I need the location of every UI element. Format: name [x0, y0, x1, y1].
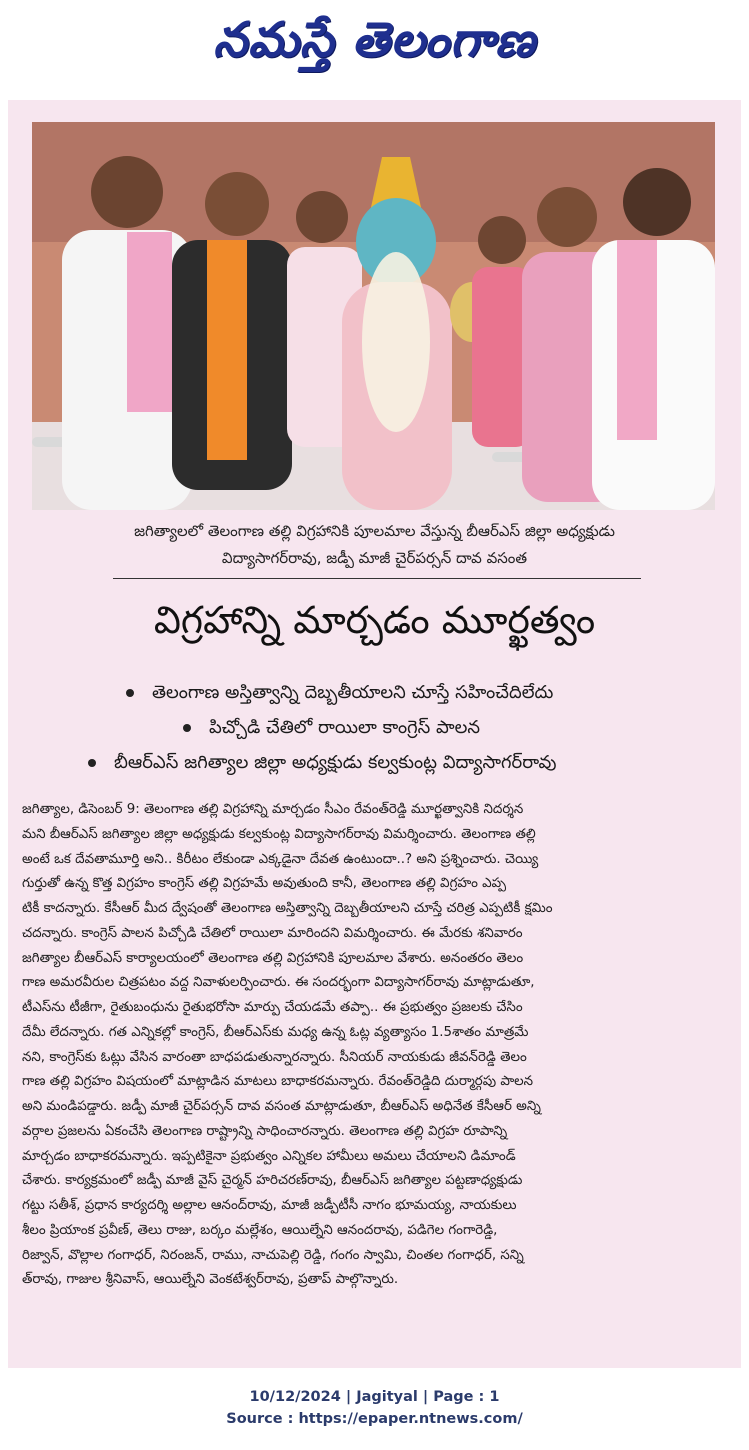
body-line: గట్టు సతీశ్, ప్రధాన కార్యదర్శి అల్లాల ఆనంద్‌రావు, మాజీ జడ్పీటీసీ నాగం భూమయ్య, నాయకులు	[22, 1198, 517, 1213]
article-body	[22, 798, 727, 1293]
bullet-text: బీఆర్ఎస్ జగిత్యాల జిల్లా అధ్యక్షుడు కల్వకుంట్ల విద్యాసాగర్‌రావు	[114, 752, 557, 773]
photo-caption	[28, 518, 721, 572]
body-line: దేమీ లేదన్నారు. గత ఎన్నికల్లో కాంగ్రెస్, బీఆర్ఎస్‌కు మధ్య ఉన్న ఓట్ల వ్యత్యాసం 1.5శాతం మాత్రమే	[22, 1024, 529, 1040]
newspaper-title: నమస్తే తెలంగాణ	[213, 12, 536, 68]
footer-source-line: Source : https://epaper.ntnews.com/	[226, 1411, 523, 1427]
summary-bullet	[68, 710, 718, 745]
body-line: గుర్తుతో ఉన్న కొత్త విగ్రహం కాంగ్రెస్ తల్లి విగ్రహమే అవుతుంది కానీ, తెలంగాణ తల్లి విగ్రహం ఎప్ప	[22, 876, 507, 892]
body-line: గాణ అమరవీరుల చిత్రపటం వద్ద నివాళులర్పించారు. ఈ సందర్భంగా విద్యాసాగర్‌రావు మాట్లాడుతూ,	[22, 975, 535, 991]
summary-bullets	[68, 675, 718, 780]
summary-bullet	[68, 745, 718, 780]
bullet-dot-icon	[126, 689, 134, 697]
body-line: గాణ తల్లి విగ్రహం విషయంలో మాట్లాడిన మాటలు బాధాకరమన్నారు. రేవంత్‌రెడ్డిది దుర్మార్గపు పాలన	[22, 1074, 534, 1090]
article-headline: విగ్రహాన్ని మార్చడం మూర్ఖత్వం	[153, 598, 596, 642]
body-line: శీలం ప్రియాంక ప్రవీణ్, తెలు రాజు, బర్కం మల్లేశం, ఆయిల్నేని ఆనందరావు, పడిగెల గంగారెడ్డి,	[22, 1222, 498, 1238]
masthead	[0, 0, 749, 92]
body-line: నని, కాంగ్రెస్‌కు ఓట్లు వేసిన వారంతా బాధపడుతున్నారన్నారు. సీనియర్ నాయకుడు జీవన్‌రెడ్డి తెలం	[22, 1049, 527, 1065]
page-footer	[0, 1386, 749, 1430]
body-line: జగిత్యాల, డిసెంబర్ 9: తెలంగాణ తల్లి విగ్రహాన్ని మార్చడం సీఎం రేవంత్‌రెడ్డి మూర్ఖత్వానికి నిదర్శన	[22, 802, 524, 817]
news-photo	[32, 122, 715, 510]
footer-date-line: 10/12/2024 | Jagityal | Page : 1	[249, 1389, 500, 1405]
body-line: మార్చడం బాధాకరమన్నారు. ఇప్పటికైనా ప్రభుత్వం ఎన్నికల హామీలు అమలు చేయాలని డిమాండ్	[22, 1148, 516, 1164]
bullet-text: తెలంగాణ అస్తిత్వాన్ని దెబ్బతీయాలని చూస్తే సహించేదిలేదు	[152, 682, 554, 703]
photo-image	[32, 122, 715, 510]
body-line: టికీ కాదన్నారు. కేసీఆర్ మీద ద్వేషంతో తెలంగాణ అస్తిత్వాన్ని దెబ్బతీయాలని చూస్తే చరిత్ర ఎప్పటికీ క్షమిం	[22, 901, 553, 916]
summary-bullet	[68, 675, 718, 710]
caption-line-2: విద్యాసాగర్‌రావు, జడ్పీ మాజీ చైర్‌పర్సన్ దావ వసంత	[221, 549, 528, 567]
news-clipping	[8, 100, 741, 1368]
bullet-text: పిచ్చోడి చేతిలో రాయిలా కాంగ్రెస్ పాలన	[209, 717, 480, 738]
body-line: అంటే ఒక దేవతామూర్తి అని.. కిరీటం లేకుండా ఎక్కడైనా దేవత ఉంటుందా..? అని ప్రశ్నించారు. చెయ్యి	[22, 851, 539, 867]
body-line: జగిత్యాల బీఆర్ఎస్ కార్యాలయంలో తెలంగాణ తల్లి విగ్రహానికి పూలమాల వేశారు. అనంతరం తెలం	[22, 950, 524, 966]
body-line: చదన్నారు. కాంగ్రెస్ పాలన పిచ్చోడి చేతిలో రాయిలా మారిందని విమర్శించారు. ఈ మేరకు శనివారం	[22, 925, 523, 941]
body-line: త్‌రావు, గాజుల శ్రీనివాస్, ఆయిల్నేని వెంకటేశ్వర్‌రావు, ప్రతాప్ పాల్గొన్నారు.	[22, 1272, 399, 1288]
body-line: వర్గాల ప్రజలను ఏకంచేసి తెలంగాణ రాష్ట్రాన్ని సాధించారన్నారు. తెలంగాణ తల్లి విగ్రహ రూపాన్ని	[22, 1123, 508, 1139]
bullet-dot-icon	[88, 759, 96, 767]
body-line: అని మండిపడ్డారు. జడ్పీ మాజీ చైర్‌పర్సన్ దావ వసంత మాట్లాడుతూ, బీఆర్ఎస్ అధినేత కేసీఆర్ అన్ని	[22, 1099, 541, 1114]
body-line: టీఎస్‌ను టీజీగా, రైతుబంధును రైతుభరోసా మార్పు చేయడమే తప్పా.. ఈ ప్రభుత్వం ప్రజలకు చేసిం	[22, 1000, 523, 1015]
body-line: రిజ్వాన్, వొల్లాల గంగాధర్, నిరంజన్, రాము, నాచుపెల్లి రెడ్డి, గంగం స్వామి, చింతల గంగాధర్, సన్ని	[22, 1247, 524, 1263]
bullet-dot-icon	[183, 724, 191, 732]
caption-line-1: జగిత్యాలలో తెలంగాణ తల్లి విగ్రహానికి పూలమాల వేస్తున్న బీఆర్ఎస్ జిల్లా అధ్యక్షుడు	[134, 522, 615, 540]
caption-divider	[113, 578, 641, 579]
body-line: చేశారు. కార్యక్రమంలో జడ్పీ మాజీ వైస్ చైర్మన్ హరిచరణ్‌రావు, బీఆర్ఎస్ జగిత్యాల పట్టణాధ్యక్షుడు	[22, 1173, 523, 1189]
body-line: మని బీఆర్ఎస్ జగిత్యాల జిల్లా అధ్యక్షుడు కల్వకుంట్ల విద్యాసాగర్‌రావు విమర్శించారు. తెలంగాణ తల్లి	[22, 826, 536, 842]
